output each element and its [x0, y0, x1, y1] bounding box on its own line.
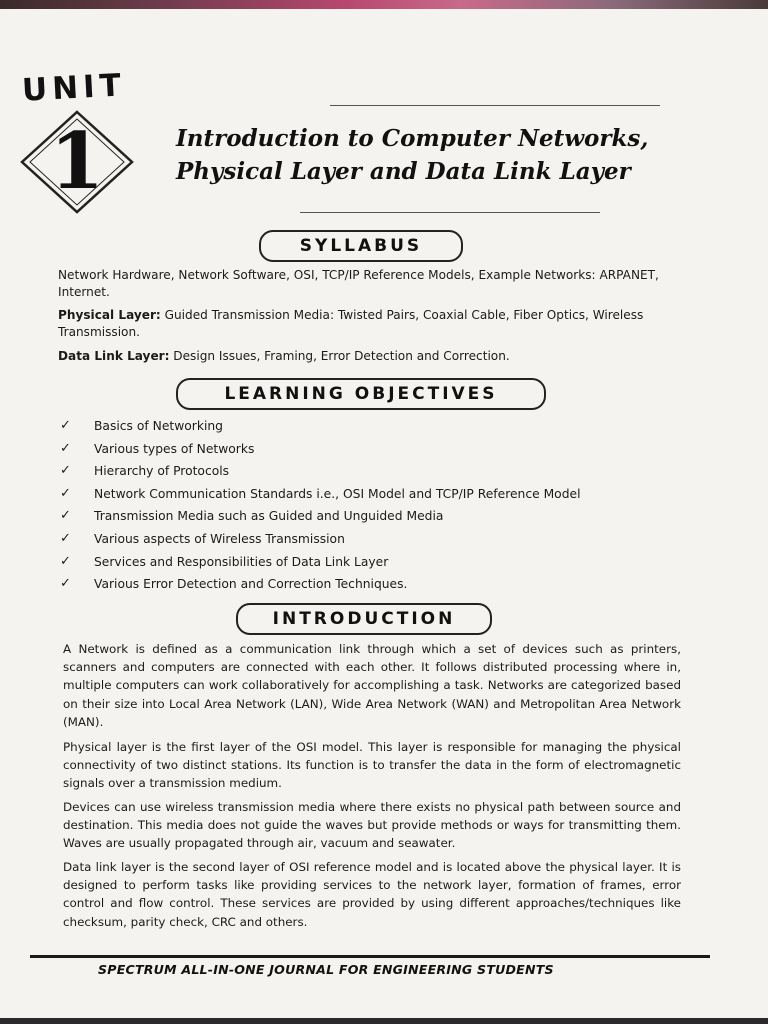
list-item — [60, 505, 700, 528]
list-item-text: Services and Responsibilities of Data Link Layer — [94, 554, 389, 569]
intro-paragraph: A Network is defined as a communication link through which a set of devices such as printers, scanners and computers are connected with each other. It follows distributed processing where in, multiple computers can work collaboratively for accomplishing a task. Networks are categorized based on their size into Local Area Network (LAN), Wide Area Network (WAN) and Metropolitan Area Network (MAN). — [63, 642, 681, 729]
syllabus-item — [58, 267, 678, 301]
title-bottom-rule — [300, 212, 600, 213]
list-item — [60, 415, 700, 438]
intro-paragraph: Physical layer is the first layer of the OSI model. This layer is responsible for managing the physical connectivity of two distinct stations. Its function is to transfer the data in the form of electromagnetic signals over a transmission medium. — [63, 740, 681, 791]
checkmark-icon: ✓ — [60, 508, 71, 524]
unit-title: Introduction to Computer Networks, Physical Layer and Data Link Layer — [176, 125, 649, 185]
list-item-text: Basics of Networking — [94, 419, 223, 433]
syllabus-heading — [259, 230, 463, 262]
introduction-heading — [236, 603, 492, 635]
page-top-edge — [0, 0, 768, 9]
title-top-rule — [330, 105, 660, 106]
checkmark-icon: ✓ — [60, 440, 71, 456]
list-item-text: Various aspects of Wireless Transmission — [94, 531, 345, 546]
syllabus-item-text: Network Hardware, Network Software, OSI, TCP/IP Reference Models, Example Networks: ARPANET, Internet. — [58, 268, 659, 299]
learning-objectives-heading-text: LEARNING OBJECTIVES — [224, 384, 498, 404]
list-item-text: Various types of Networks — [94, 441, 255, 456]
unit-number-badge — [18, 108, 136, 216]
unit-label: UNIT — [21, 67, 127, 109]
page-footer: SPECTRUM ALL-IN-ONE JOURNAL FOR ENGINEERING STUDENTS — [98, 962, 554, 977]
unit-number: 1 — [49, 116, 105, 207]
intro-paragraph: Devices can use wireless transmission media where there exists no physical path between source and destination. This media does not guide the waves but provide methods or ways for transmitting them. Waves are usually propagated through air, vacuum and seawater. — [63, 800, 681, 851]
list-item — [60, 483, 700, 506]
intro-paragraph: Data link layer is the second layer of OSI reference model and is located above the physical layer. It is designed to perform tasks like providing services to the network layer, formation of frames, error control and flow control. These services are provided by using different approaches/techniques like checksum, parity check, CRC and others. — [63, 860, 681, 929]
list-item-text: Network Communication Standards i.e., OSI Model and TCP/IP Reference Model — [94, 486, 581, 501]
checkmark-icon: ✓ — [60, 553, 71, 569]
checkmark-icon: ✓ — [60, 418, 71, 433]
list-item — [60, 528, 700, 551]
list-item — [60, 438, 700, 461]
introduction-heading-text: INTRODUCTION — [272, 609, 456, 629]
checkmark-icon: ✓ — [60, 485, 71, 501]
list-item — [60, 573, 700, 596]
syllabus-heading-text: SYLLABUS — [299, 236, 423, 256]
syllabus-item — [58, 348, 678, 365]
learning-objectives-heading — [176, 378, 546, 410]
list-item-text: Hierarchy of Protocols — [94, 464, 230, 479]
checkmark-icon: ✓ — [60, 463, 71, 479]
syllabus-item-text: Guided Transmission Media: Twisted Pairs, Coaxial Cable, Fiber Optics, Wireless Transmission. — [58, 308, 644, 339]
checkmark-icon: ✓ — [60, 530, 71, 546]
footer-rule — [30, 955, 710, 958]
page-bottom-edge — [0, 1018, 768, 1024]
learning-objectives-list — [60, 415, 700, 596]
syllabus-item-text: Design Issues, Framing, Error Detection and Correction. — [169, 349, 510, 363]
list-item-text: Transmission Media such as Guided and Unguided Media — [94, 509, 444, 524]
checkmark-icon: ✓ — [60, 576, 71, 592]
syllabus-item-label: Physical Layer: — [58, 308, 161, 322]
syllabus-item-label: Data Link Layer: — [58, 349, 170, 363]
syllabus-item — [58, 307, 678, 341]
list-item — [60, 460, 700, 483]
list-item-text: Various Error Detection and Correction Techniques. — [94, 577, 408, 592]
list-item — [60, 551, 700, 574]
